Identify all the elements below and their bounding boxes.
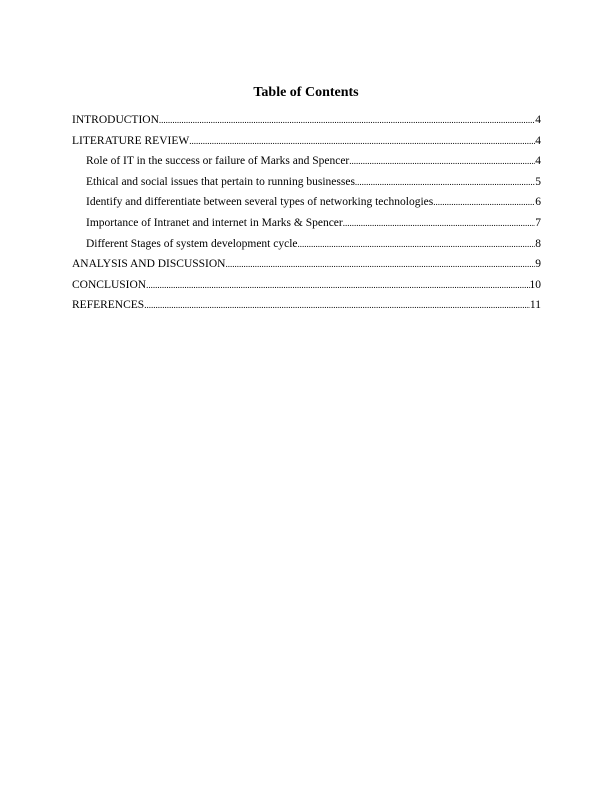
toc-page-number: 7	[535, 216, 541, 229]
toc-leader-dots	[343, 216, 536, 230]
toc-page-number: 11	[529, 299, 541, 312]
toc-entry-system-development-cycle[interactable]	[72, 237, 541, 258]
toc-leader-dots	[146, 278, 529, 292]
toc-entry-text: REFERENCES	[72, 299, 145, 312]
toc-leader-dots	[433, 195, 535, 209]
toc-entry-intranet-internet[interactable]	[72, 216, 541, 237]
toc-leader-dots	[144, 298, 530, 312]
toc-entry-ethical-social-issues[interactable]	[72, 175, 541, 196]
toc-page-number: 4	[535, 134, 541, 147]
toc-entry-introduction[interactable]	[72, 113, 541, 134]
toc-entry-text: CONCLUSION	[72, 278, 147, 291]
toc-list	[72, 113, 541, 319]
toc-entry-text: INTRODUCTION	[72, 114, 159, 126]
toc-page-number: 8	[535, 237, 541, 250]
toc-entry-text: ANALYSIS AND DISCUSSION	[72, 258, 226, 271]
toc-entry-text: Ethical and social issues that pertain to running businesses	[86, 175, 355, 188]
toc-page-number: 6	[535, 196, 541, 209]
toc-page-number: 9	[535, 258, 541, 271]
toc-entry-text: Different Stages of system development cycle	[86, 237, 298, 250]
toc-entry-literature-review[interactable]	[72, 134, 541, 155]
toc-title: Table of Contents	[253, 85, 359, 100]
toc-leader-dots	[298, 237, 536, 251]
toc-entry-role-of-it[interactable]	[72, 154, 541, 175]
toc-entry-text: Identify and differentiate between several types of networking technologies	[86, 196, 434, 209]
toc-entry-text: LITERATURE REVIEW	[72, 134, 190, 147]
toc-leader-dots	[225, 257, 535, 271]
toc-page-number: 4	[535, 155, 541, 168]
toc-entry-references[interactable]	[72, 298, 541, 319]
toc-page-number: 10	[529, 278, 541, 291]
toc-entry-text: Role of IT in the success or failure of Marks and Spencer	[86, 155, 350, 168]
toc-entry-analysis-discussion[interactable]	[72, 257, 541, 278]
toc-page-number: 4	[535, 114, 541, 126]
toc-leader-dots	[355, 175, 535, 189]
toc-entry-text: Importance of Intranet and internet in Marks & Spencer	[86, 216, 343, 229]
toc-page-number: 5	[535, 175, 541, 188]
toc-entry-networking-technologies[interactable]	[72, 195, 541, 216]
toc-leader-dots	[159, 113, 535, 127]
toc-leader-dots	[349, 154, 535, 168]
toc-entry-conclusion[interactable]	[72, 278, 541, 299]
toc-leader-dots	[189, 134, 535, 148]
